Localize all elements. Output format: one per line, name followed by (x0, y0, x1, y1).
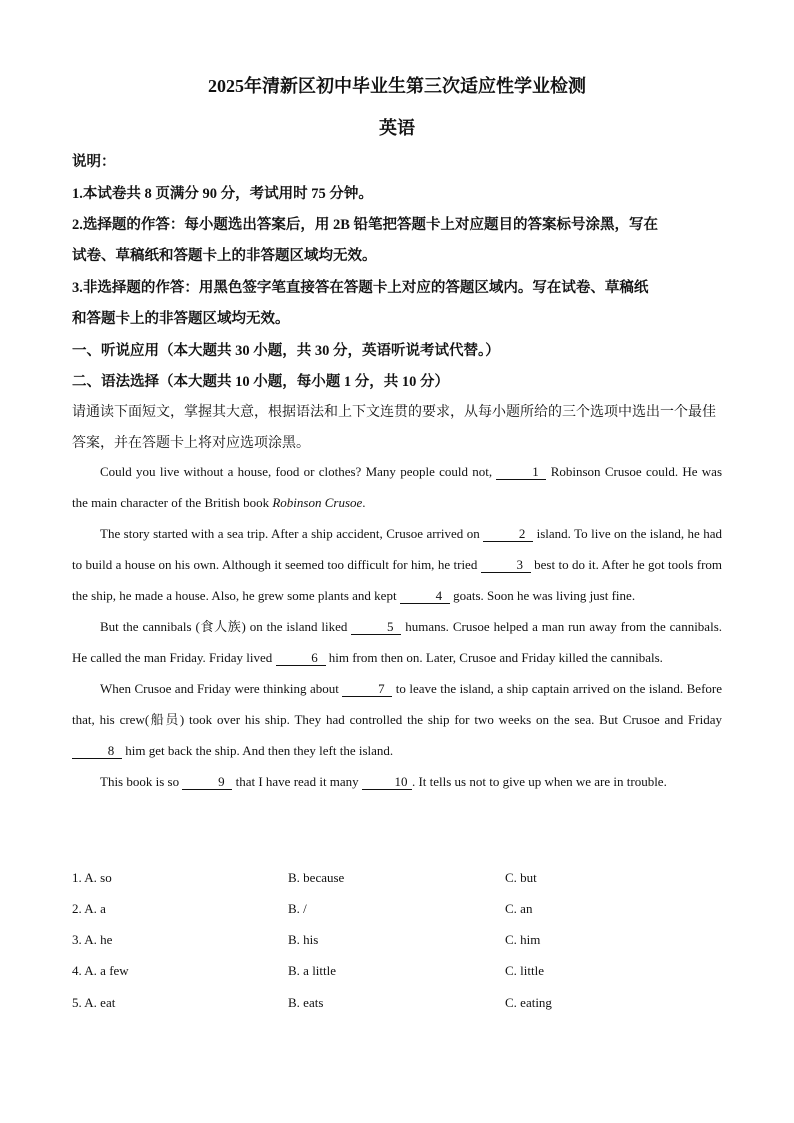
passage-text: Could you live without a house, food or clothes? Many people could not, (100, 464, 493, 479)
passage-text: him get back the ship. And then they left the island. (125, 743, 394, 758)
directions-line-2: 答案，并在答题卡上将对应选项涂黑。 (72, 436, 310, 451)
blank-8: 8 (72, 744, 122, 759)
blank-7: 7 (342, 682, 392, 697)
option-b: B. his (288, 932, 319, 947)
blank-3: 3 (481, 558, 531, 573)
instruction-item-1: 1.本试卷共 8 页满分 90 分，考试用时 75 分钟。 (72, 186, 373, 202)
option-b: B. eats (288, 995, 324, 1010)
question-options-2 (72, 901, 722, 921)
instruction-item-3-line-2: 和答题卡上的非答题区域均无效。 (72, 311, 290, 327)
question-options-1 (72, 870, 722, 890)
option-c: C. little (505, 963, 544, 978)
question-options-4 (72, 963, 722, 983)
directions-line-1: 请通读下面短文，掌握其大意，根据语法和上下文连贯的要求，从每小题所给的三个选项中选出一个最佳 (72, 405, 716, 420)
blank-10: 10 (362, 775, 412, 790)
page-title: 2025年清新区初中毕业生第三次适应性学业检测 (208, 76, 586, 96)
passage-text: This book is so (100, 774, 180, 789)
question-options-3 (72, 932, 722, 952)
blank-6: 6 (276, 651, 326, 666)
blank-5: 5 (351, 620, 401, 635)
book-title: Robinson Crusoe (272, 495, 363, 510)
passage-text: best to do it. After he got tools from the ship, he made a house. Also, he grew some plants and kept (72, 557, 723, 603)
option-a: 5. A. eat (72, 995, 116, 1010)
blank-9: 9 (182, 775, 232, 790)
option-b: B. / (288, 901, 307, 916)
option-c: C. eating (505, 995, 552, 1010)
passage-text: to leave the island, a ship captain arrived on the island. Before that, his crew(船员) took over his ship. They had controlled the ship for two weeks on the sea. But Crusoe and Friday (72, 681, 722, 727)
passage-paragraph-1 (72, 456, 722, 518)
passage-text: . It tells us not to give up when we are in trouble. (411, 774, 667, 789)
passage-paragraph-2 (72, 518, 722, 611)
passage-text: . (362, 495, 366, 510)
passage-text: When Crusoe and Friday were thinking about (100, 681, 339, 696)
blank-2: 2 (483, 527, 533, 542)
passage-paragraph-3 (72, 611, 722, 673)
option-a: 4. A. a few (72, 963, 129, 978)
passage-text: humans. Crusoe helped a man run away from the cannibals. He called the man Friday. Friday lived (72, 619, 723, 665)
instructions-heading: 说明： (72, 154, 116, 170)
instruction-item-2-line-2: 试卷、草稿纸和答题卡上的非答题区域均无效。 (72, 248, 377, 264)
section-heading-part-1: 一、听说应用（本大题共 30 小题，共 30 分，英语听说考试代替。） (72, 343, 500, 359)
option-c: C. an (505, 901, 533, 916)
option-b: B. a little (288, 963, 337, 978)
option-b: B. because (288, 870, 345, 885)
passage-text: goats. Soon he was living just fine. (453, 588, 636, 603)
passage-text: island. To live on the island, he had to build a house on his own. Although it seemed too difficult for him, he tried (72, 526, 723, 572)
option-c: C. him (505, 932, 541, 947)
instruction-item-3-line-1: 3.非选择题的作答：用黑色签字笔直接答在答题卡上对应的答题区域内。写在试卷、草稿纸 (72, 280, 649, 296)
section-heading-part-2: 二、语法选择（本大题共 10 小题，每小题 1 分，共 10 分） (72, 374, 449, 390)
passage-text: that I have read it many (235, 774, 359, 789)
passage-text: But the cannibals (食人族) on the island liked (100, 619, 348, 634)
option-a: 2. A. a (72, 901, 106, 916)
question-options-5 (72, 995, 722, 1015)
blank-4: 4 (400, 589, 450, 604)
passage-text: him from then on. Later, Crusoe and Friday killed the cannibals. (328, 650, 663, 665)
option-a: 1. A. so (72, 870, 112, 885)
subject-title: 英语 (379, 118, 415, 138)
blank-1: 1 (496, 465, 546, 480)
passage-paragraph-5 (72, 766, 722, 797)
passage-paragraph-4 (72, 673, 722, 766)
reading-passage (72, 456, 722, 797)
instruction-item-2-line-1: 2.选择题的作答：每小题选出答案后，用 2B 铅笔把答题卡上对应题目的答案标号涂黑，写在 (72, 217, 659, 233)
option-c: C. but (505, 870, 537, 885)
option-a: 3. A. he (72, 932, 113, 947)
passage-text: The story started with a sea trip. After a ship accident, Crusoe arrived on (100, 526, 480, 541)
passage-text: Robinson Crusoe could. He was the main character of the British book (72, 464, 723, 510)
